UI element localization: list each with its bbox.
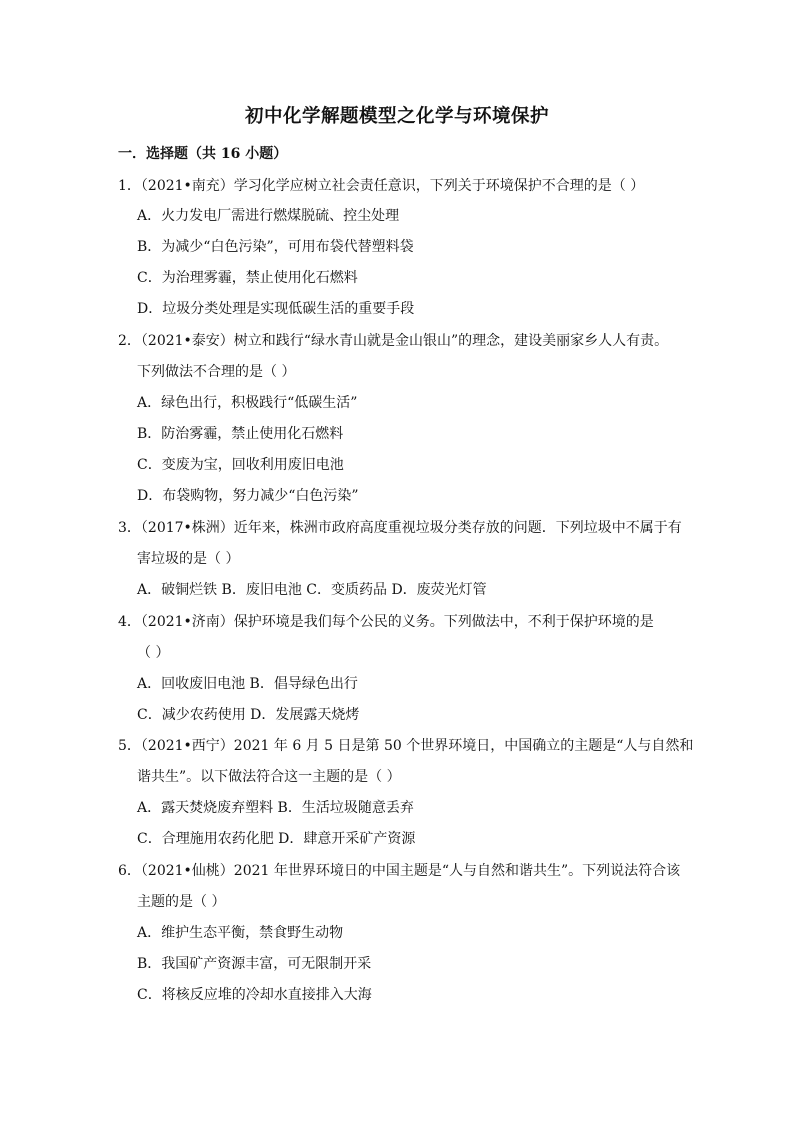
question-5-options-cd: C．合理施用农药化肥 D．肆意开采矿产资源 (137, 831, 416, 847)
question-2-stem: 2．（2021•泰安）树立和践行“绿水青山就是金山银山”的理念，建设美丽家乡人人有责。 (118, 333, 669, 349)
question-4-options-ab: A．回收废旧电池 B．倡导绿色出行 (137, 676, 358, 692)
question-1-option-a: A．火力发电厂需进行燃煤脱硫、控尘处理 (137, 208, 400, 224)
question-6-stem-cont: 主题的是（ ） (137, 894, 226, 910)
question-6-option-a: A．维护生态平衡，禁食野生动物 (137, 925, 344, 941)
document-title: 初中化学解题模型之化学与环境保护 (244, 106, 549, 127)
question-3-options: A．破铜烂铁 B．废旧电池 C．变质药品 D．废荧光灯管 (137, 582, 487, 598)
question-5-stem-cont: 谐共生”。以下做法符合这一主题的是（ ） (137, 769, 401, 785)
question-2-stem-cont: 下列做法不合理的是（ ） (137, 364, 296, 380)
section-heading: 一．选择题（共 16 小题） (118, 146, 288, 162)
question-2-option-b: B．防治雾霾，禁止使用化石燃料 (137, 426, 344, 442)
question-6-option-b: B．我国矿产资源丰富，可无限制开采 (137, 956, 372, 972)
question-2-option-c: C．变废为宝，回收利用废旧电池 (137, 457, 344, 473)
question-6-stem: 6．（2021•仙桃）2021 年世界环境日的中国主题是“人与自然和谐共生”。下列说法符合该 (118, 863, 681, 879)
question-1-option-c: C．为治理雾霾，禁止使用化石燃料 (137, 270, 358, 286)
question-5-options-ab: A．露天焚烧废弃塑料 B．生活垃圾随意丢弃 (137, 800, 414, 816)
question-1-stem: 1．（2021•南充）学习化学应树立社会责任意识，下列关于环境保护不合理的是（ ） (118, 178, 645, 194)
question-4-stem: 4．（2021•济南）保护环境是我们每个公民的义务。下列做法中，不利于保护环境的是 (118, 614, 654, 630)
question-4-stem-cont: （ ） (137, 645, 170, 661)
question-3-stem-cont: 害垃圾的是（ ） (137, 551, 240, 567)
question-2-option-a: A．绿色出行，积极践行“低碳生活” (137, 395, 358, 411)
question-5-stem: 5．（2021•西宁）2021 年 6 月 5 日是第 50 个世界环境日，中国确立的主题是“人与自然和 (118, 738, 694, 754)
question-4-options-cd: C．减少农药使用 D．发展露天烧烤 (137, 707, 360, 723)
question-3-stem: 3．（2017•株洲）近年来，株洲市政府高度重视垃圾分类存放的问题．下列垃圾中不属于有 (118, 520, 682, 536)
question-2-option-d: D．布袋购物，努力减少“白色污染” (137, 488, 359, 504)
question-1-option-d: D．垃圾分类处理是实现低碳生活的重要手段 (137, 301, 415, 317)
question-1-option-b: B．为减少“白色污染”，可用布袋代替塑料袋 (137, 239, 414, 255)
question-6-option-c: C．将核反应堆的冷却水直接排入大海 (137, 987, 372, 1003)
